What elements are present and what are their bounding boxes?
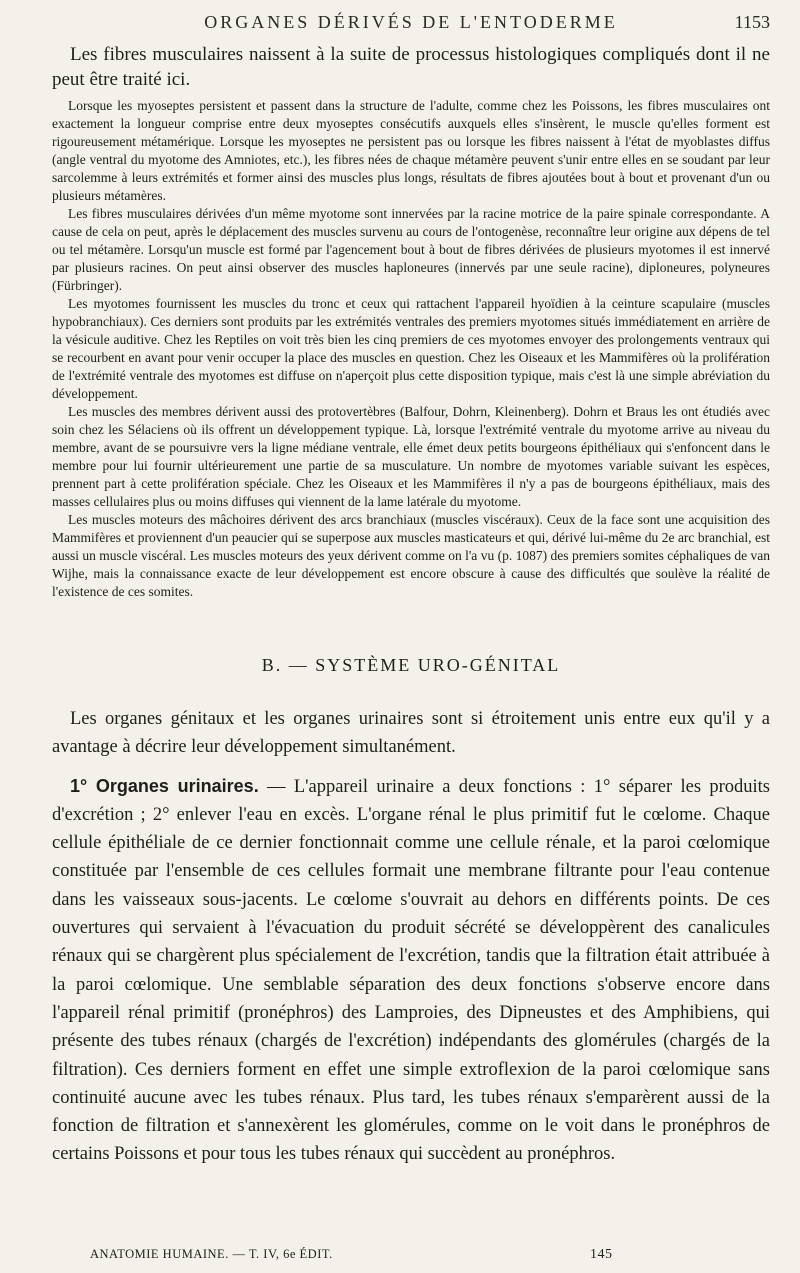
small-paragraph: Lorsque les myoseptes persistent et passent dans la structure de l'adulte, comme chez les Poissons, les fibres musculaires ont exactement la longueur comprise entre deux myoseptes consécutifs auxquels elles s'insèrent, le muscle qu'elles forment est rigoureusement métamérique. Lorsque les myoseptes ne persistent pas ou lorsque les fibres naissent à l'état de myoblastes diffus (angle ventral du myotome des Amniotes, etc.), les fibres nées de chaque métamère peuvent s'unir entre elles en se soudant par leur sarcolemme à leurs extrémités et former ainsi des muscles plus longs, résultats de fibres ajoutées bout à bout et provenant d'un ou plusieurs métamères.	[52, 98, 770, 203]
small-paragraph: Les muscles des membres dérivent aussi des protovertèbres (Balfour, Dohrn, Kleinenberg). Dohrn et Braus les ont étudiés avec soin chez les Sélaciens où ils offrent un développement typique. Là, lorsque l'extrémité ventrale du myotome arrive au niveau du membre, avant de se poursuivre vers la ligne médiane ventrale, elle émet deux petits bourgeons épithéliaux qui s'enfoncent dans le membre pour lui fournir ultérieurement une partie de sa musculature. Un nombre de myotomes variable suivant les espèces, prennent part à cette prolifération spéciale. Chez les Oiseaux et les Mammifères il n'y a pas de bourgeons épithéliaux, mais des masses cellulaires plus ou moins diffuses qui viennent de la lame latérale du myotome.	[52, 404, 770, 509]
section-intro-paragraph: Les organes génitaux et les organes urinaires sont si étroitement unis entre eux qu'il y a avantage à décrire leur développement simultanément.	[52, 709, 770, 758]
small-print-block	[52, 97, 770, 601]
running-head	[52, 12, 770, 38]
section-heading: B. — SYSTÈME URO-GÉNITAL	[261, 655, 561, 675]
footer-text: ANATOMIE HUMAINE. — T. IV, 6e ÉDIT.	[90, 1247, 333, 1261]
intro-paragraph: Les fibres musculaires naissent à la suite de processus histologiques compliqués dont il ne peut être traité ici.	[52, 44, 770, 90]
main-text-block	[52, 705, 770, 1169]
page-number: 1153	[734, 12, 770, 32]
body-text: — L'appareil urinaire a deux fonctions : 1° séparer les produits d'excrétion ; 2° enlever l'eau en excès. L'organe rénal le plus primitif fut le cœlome. Chaque cellule épithéliale de ce dernier fonctionnait comme une cellule rénale, et la paroi cœlomique constituée par l'ensemble de ces cellules formait une membrane filtrante pour l'eau contenue dans les vaisseaux sous-jacents. Le cœlome s'ouvrait au dehors en différents points. De ces ouvertures qui servaient à l'évacuation du produit sécrété se développèrent des canalicules rénaux qui se chargèrent plus spécialement de l'excrétion, tandis que la filtration était attribuée à la paroi cœlomique. Une semblable séparation des deux fonctions s'observe encore dans l'appareil rénal primitif (pronéphros) des Lamproies, des Dipneustes et des Amphibiens, qui présente des tubes rénaux (chargés de l'excrétion) indépendants des glomérules (chargés de la filtration). Ces derniers forment en effet une simple extroflexion de la paroi cœlomique sans continuité aucune avec les tubes rénaux. Plus tard, les tubes rénaux s'emparèrent aussi de la fonction de filtration et s'annexèrent les glomérules, comme on le voit dans le pronéphros de certains Poissons et pour tous les tubes rénaux qui succèdent au pronéphros.	[52, 776, 771, 1165]
small-paragraph: Les fibres musculaires dérivées d'un même myotome sont innervées par la racine motrice de la paire spinale correspondante. A cause de cela on peut, après le déplacement des muscles survenu au cours de l'ontogenèse, reconnaître leur origine aux dépens de tel ou tel métamère. Lorsqu'un muscle est formé par l'agencement bout à bout de fibres dérivées de plusieurs myotomes il est innervé par plusieurs racines. On peut ainsi observer des muscles haploneures (innervés par une seule racine), diploneures, polyneures (Fürbringer).	[52, 206, 770, 293]
body-paragraph	[52, 772, 770, 1169]
subsection-heading: 1° Organes urinaires.	[70, 775, 259, 796]
footer-folio: 145	[590, 1247, 613, 1262]
small-paragraph: Les myotomes fournissent les muscles du tronc et ceux qui rattachent l'appareil hyoïdien à la ceinture scapulaire (muscles hypobranchiaux). Ces derniers sont produits par les extrémités ventrales des premiers myotomes situés immédiatement en arrière de la vésicule auditive. Chez les Reptiles on voit très bien les cinq premiers de ces myotomes envoyer des prolongements ventraux qui se recourbent en avant pour venir occuper la place des muscles en question. Chez les Oiseaux et les Mammifères où la prolifération de l'extrémité ventrale des myotomes est diffuse on n'aperçoit plus cette disposition typique, mais c'est là une simple abréviation du développement.	[52, 296, 770, 401]
running-title: ORGANES DÉRIVÉS DE L'ENTODERME	[204, 12, 618, 32]
page-footer	[90, 1247, 770, 1262]
small-paragraph: Les muscles moteurs des mâchoires dérivent des arcs branchiaux (muscles viscéraux). Ceux de la face sont une acquisition des Mammifères et proviennent d'un peaucier qui se superpose aux muscles masticateurs et qui, dérivé lui-même du 2e arc branchial, est aussi un muscle viscéral. Les muscles moteurs des yeux dérivent comme on l'a vu (p. 1087) des premiers somites céphaliques de van Wijhe, mais la connaissance exacte de leur développement est encore obscure à cause des difficultés que soulève la réalité de l'existence de ces somites.	[52, 512, 770, 599]
